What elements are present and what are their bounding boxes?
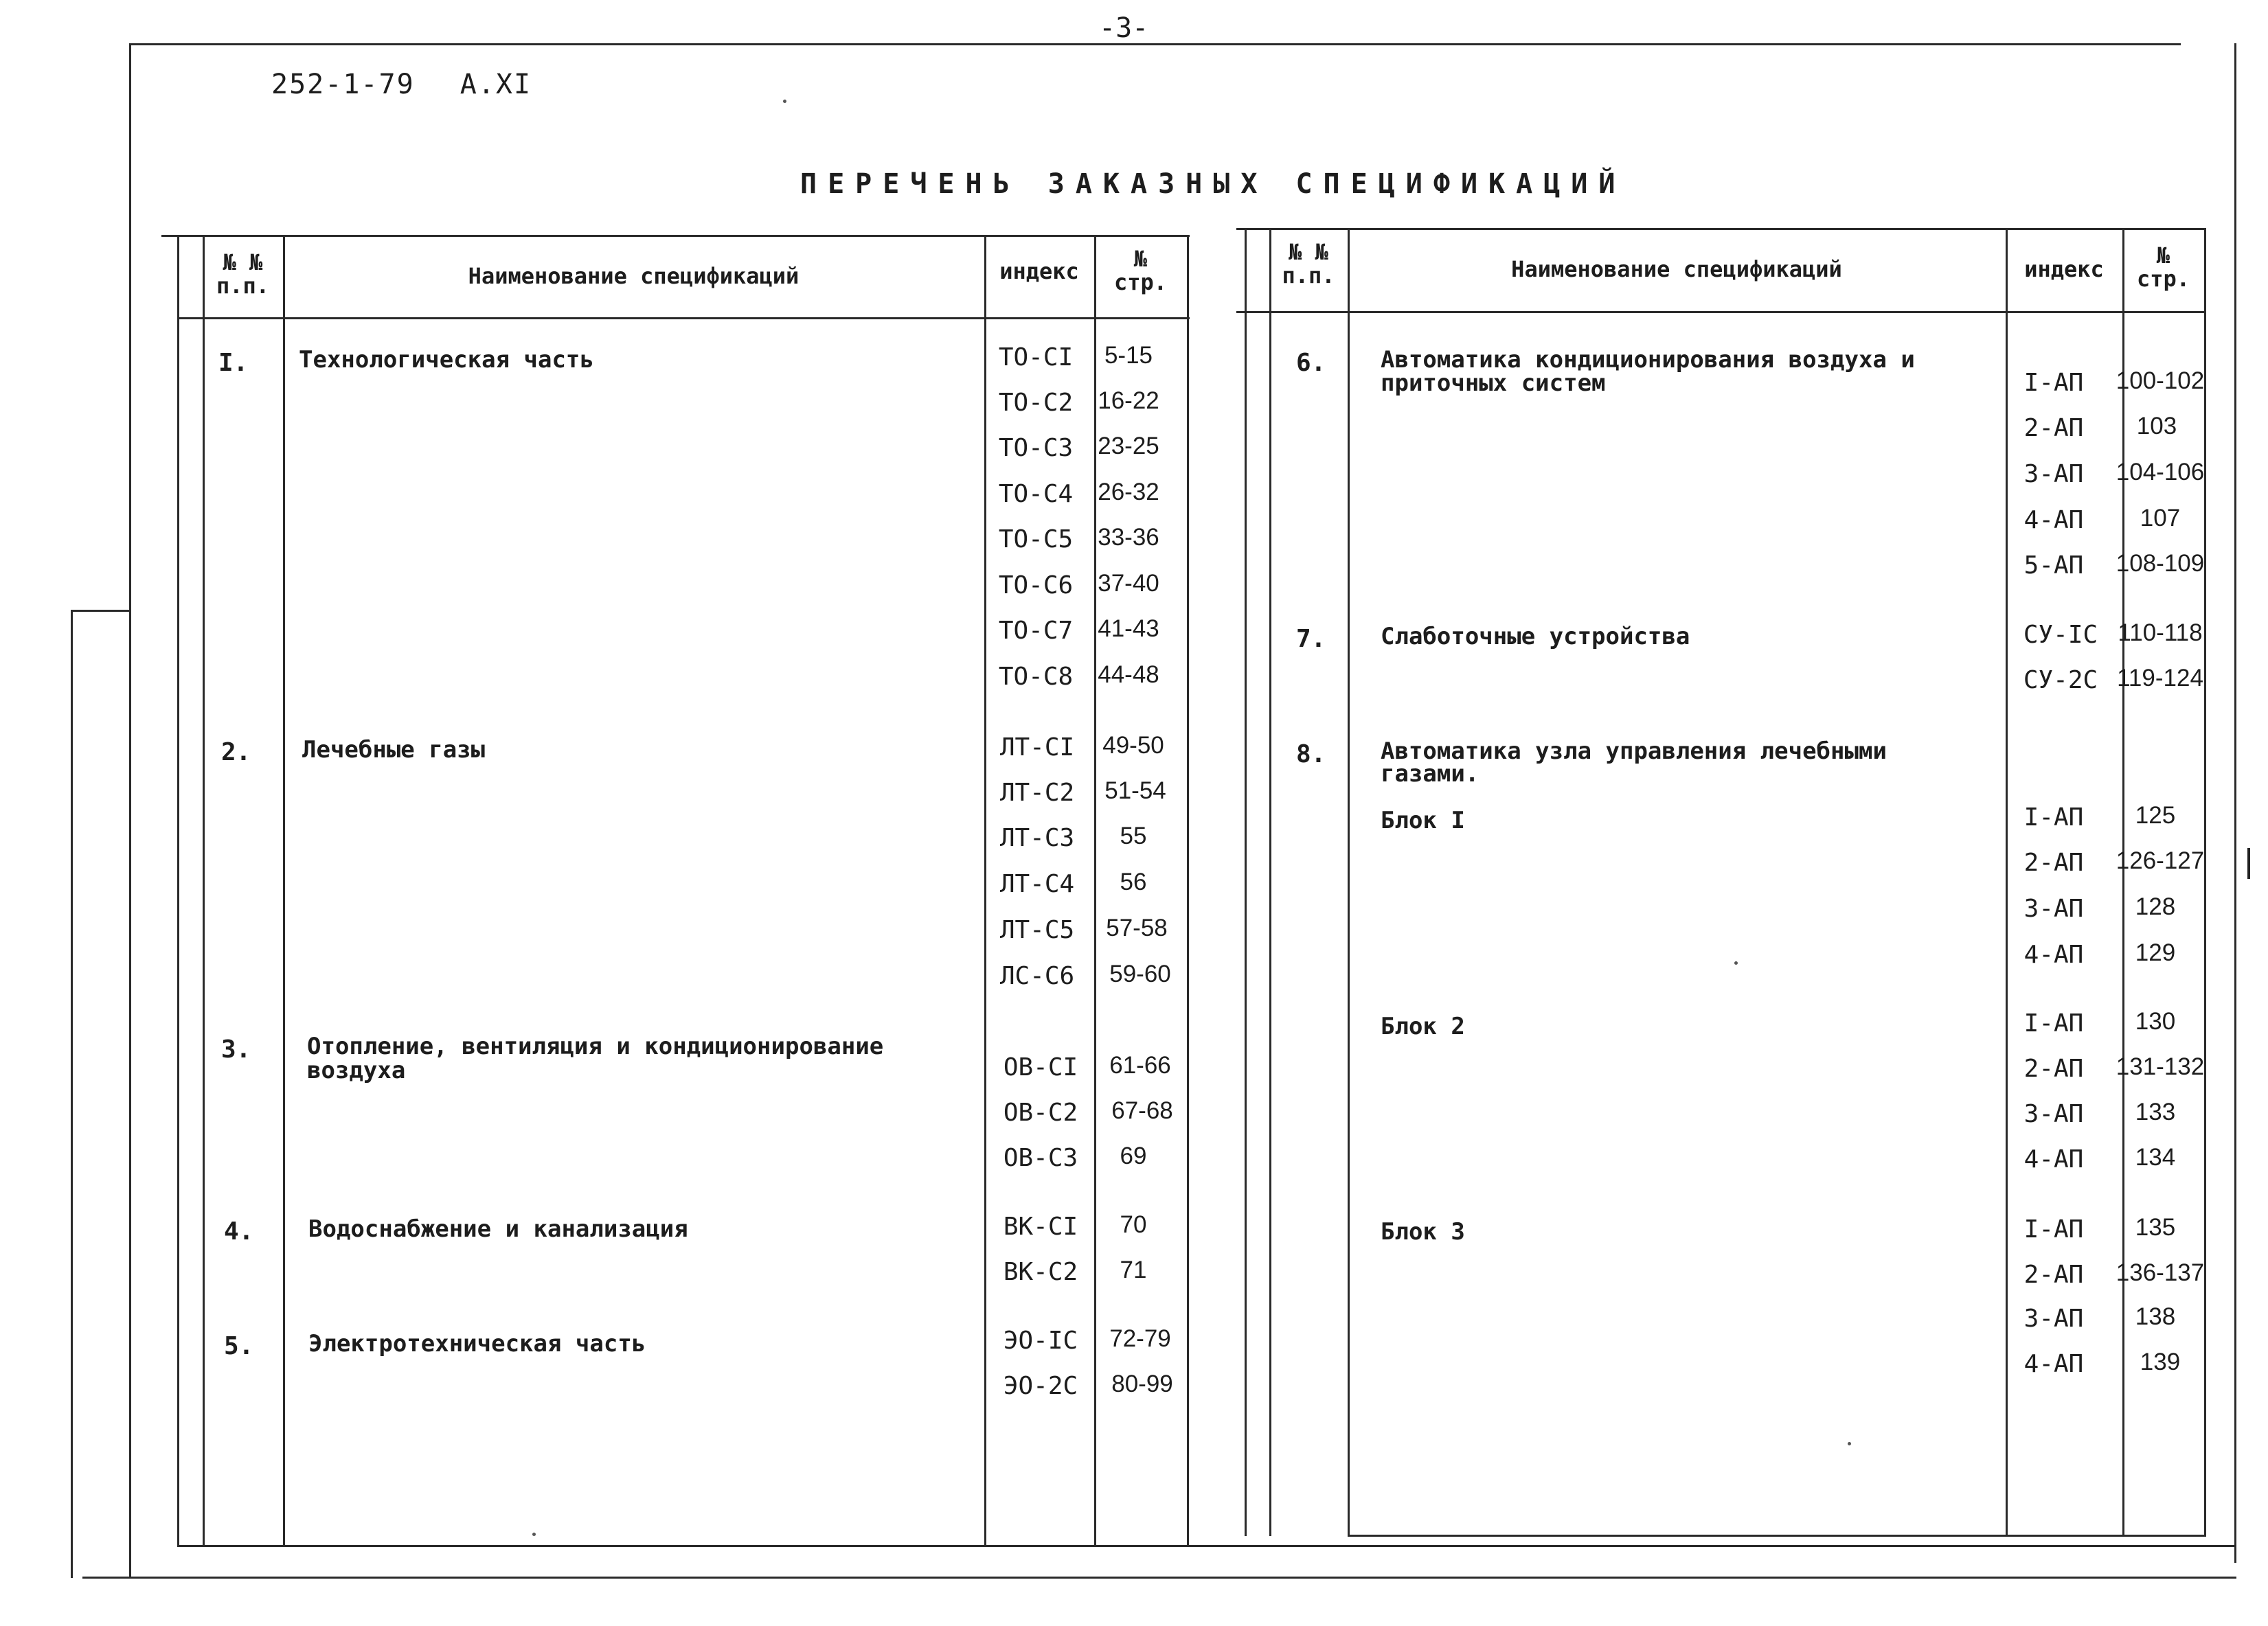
margin-step-left [71, 610, 73, 1578]
spec-pages: 107 [2140, 505, 2181, 531]
scan-speck [783, 100, 786, 103]
spec-index: 3-АП [2023, 895, 2084, 923]
spec-index: 2-АП [2023, 414, 2084, 442]
right-table-bottom [1348, 1535, 2206, 1537]
right-header-num: № № п.п. [1282, 239, 1335, 288]
spec-index: СУ-IС [2023, 621, 2098, 649]
spec-pages: 138 [2135, 1303, 2176, 1330]
spec-pages: 16-22 [1098, 387, 1159, 414]
spec-pages: 51-54 [1104, 777, 1166, 804]
spec-pages: 57-58 [1106, 915, 1168, 941]
left-header-page: № стр. [1113, 246, 1168, 295]
spec-pages: 33-36 [1098, 524, 1159, 551]
left-header-index: индекс [999, 258, 1079, 284]
spec-index: ЛС-С6 [999, 962, 1075, 990]
doc-code: 252-1-79 [271, 69, 415, 100]
spec-index: ВК-СI [1003, 1213, 1078, 1241]
spec-index: 4-АП [2023, 941, 2084, 969]
spec-pages: 136-137 [2116, 1259, 2205, 1286]
spec-pages: 69 [1120, 1143, 1147, 1169]
spec-pages: 26-32 [1098, 479, 1159, 505]
right-col-border-5 [2204, 228, 2206, 1536]
section-name: Автоматика узла управления лечебными [1381, 737, 1887, 765]
block-label: Блок 3 [1381, 1218, 1465, 1246]
section-number: 3. [221, 1035, 251, 1064]
spec-pages: 110-118 [2118, 619, 2203, 646]
spec-index: ЛТ-С4 [999, 870, 1075, 898]
right-table-top [1236, 228, 2206, 230]
spec-index: ТО-С7 [998, 617, 1074, 645]
spec-index: ЭО-IС [1003, 1327, 1078, 1355]
right-col-border-1 [1269, 228, 1271, 1536]
spec-pages: 70 [1120, 1211, 1147, 1238]
spec-index: 4-АП [2023, 1350, 2084, 1378]
spec-pages: 41-43 [1098, 615, 1159, 642]
section-name-line2: газами. [1381, 760, 1479, 788]
section-number: 7. [1296, 625, 1326, 653]
spec-index: 2-АП [2023, 849, 2084, 877]
left-header-num: № № п.п. [216, 249, 270, 299]
spec-index: 3-АП [2023, 460, 2084, 488]
spec-pages: 67-68 [1111, 1097, 1173, 1124]
left-table-header-rule [177, 317, 1190, 319]
spec-pages: 133 [2135, 1099, 2176, 1125]
outer-frame-top [129, 43, 2181, 45]
section-name-line2: приточных систем [1381, 369, 1606, 397]
spec-pages: 55 [1120, 823, 1147, 849]
spec-index: ТО-С6 [998, 571, 1074, 599]
spec-pages: 135 [2135, 1214, 2176, 1241]
spec-index: ЛТ-СI [999, 733, 1075, 762]
spec-index: 2-АП [2023, 1261, 2084, 1289]
right-header-index: индекс [2024, 256, 2104, 282]
spec-pages: 119-124 [2117, 665, 2203, 691]
spec-index: ЛТ-С2 [999, 779, 1075, 807]
left-col-border-2 [283, 235, 285, 1546]
spec-pages: 139 [2140, 1349, 2181, 1375]
spec-pages: 100-102 [2116, 367, 2205, 394]
section-name: Водоснабжение и канализация [308, 1215, 688, 1243]
spec-pages: 104-106 [2116, 459, 2205, 485]
spec-index: ОВ-С2 [1003, 1099, 1078, 1127]
spec-index: ОВ-СI [1003, 1053, 1078, 1081]
spec-pages: 80-99 [1111, 1371, 1173, 1397]
scan-speck [1848, 1442, 1851, 1445]
spec-index: ТО-С2 [998, 389, 1074, 417]
spec-pages: 59-60 [1109, 961, 1171, 987]
spec-pages: 103 [2136, 413, 2177, 439]
left-header-name: Наименование спецификаций [468, 263, 800, 289]
spec-index: 3-АП [2023, 1100, 2084, 1128]
right-header-name: Наименование спецификаций [1511, 256, 1842, 282]
spec-index: ТО-С8 [998, 663, 1074, 691]
margin-step-top [71, 610, 130, 612]
right-col-border-0 [1245, 228, 1247, 1536]
spec-index: I-АП [2023, 1215, 2084, 1244]
spec-pages: 44-48 [1098, 661, 1159, 688]
spec-index: ТО-С3 [998, 434, 1074, 462]
left-col-border-5 [1187, 235, 1189, 1546]
spec-index: 3-АП [2023, 1305, 2084, 1333]
spec-index: ТО-С5 [998, 525, 1074, 553]
spec-pages: 129 [2135, 939, 2176, 966]
section-number: 2. [221, 738, 251, 766]
spec-pages: 126-127 [2116, 847, 2205, 874]
spec-index: ОВ-С3 [1003, 1144, 1078, 1172]
page-number: -3- [1099, 12, 1149, 44]
spec-pages: 108-109 [2116, 550, 2205, 577]
block-label: Блок I [1381, 807, 1465, 834]
spec-index: ЭО-2С [1003, 1372, 1078, 1400]
spec-index: ЛТ-С3 [999, 824, 1075, 852]
left-col-border-0 [177, 235, 179, 1546]
page-title: ПЕРЕЧЕНЬ ЗАКАЗНЫХ СПЕЦИФИКАЦИЙ [800, 168, 1626, 200]
section-name-line2: воздуха [307, 1057, 406, 1084]
spec-pages: 49-50 [1102, 732, 1164, 759]
section-number: 8. [1296, 740, 1326, 768]
table-bottom-base [177, 1545, 2235, 1547]
section-number: 6. [1296, 349, 1326, 377]
spec-pages: 23-25 [1098, 433, 1159, 459]
spec-index: ТО-СI [998, 343, 1074, 371]
right-header-page: № стр. [2136, 242, 2190, 292]
spec-pages: 130 [2135, 1008, 2176, 1035]
spec-index: ТО-С4 [998, 480, 1074, 508]
section-name: Слаботочные устройства [1381, 623, 1690, 650]
spec-index: 4-АП [2023, 1145, 2084, 1173]
spec-pages: 5-15 [1104, 342, 1153, 369]
document-code [271, 69, 532, 100]
section-number: 5. [224, 1332, 254, 1360]
right-table-header-rule [1236, 311, 2206, 313]
spec-index: I-АП [2023, 803, 2084, 832]
scan-speck [532, 1533, 536, 1536]
spec-pages: 71 [1120, 1257, 1147, 1283]
spec-index: СУ-2С [2023, 666, 2098, 694]
outer-frame-bottom [82, 1577, 2236, 1579]
spec-index: ВК-С2 [1003, 1258, 1078, 1286]
spec-index: I-АП [2023, 1009, 2084, 1038]
scan-speck [1734, 961, 1738, 965]
spec-pages: 125 [2135, 802, 2176, 829]
section-name: Лечебные газы [302, 736, 486, 764]
section-number: 4. [224, 1217, 254, 1246]
spec-index: 2-АП [2023, 1055, 2084, 1083]
spec-pages: 131-132 [2116, 1053, 2205, 1080]
section-name: Технологическая часть [299, 346, 594, 374]
spec-index: I-АП [2023, 369, 2084, 397]
spec-pages: 61-66 [1109, 1052, 1171, 1079]
right-col-border-2 [1348, 228, 1350, 1536]
outer-frame-left [129, 43, 131, 1578]
spec-pages: 134 [2135, 1144, 2176, 1171]
section-name: Автоматика кондиционирования воздуха и [1381, 346, 1915, 374]
spec-pages: 56 [1120, 869, 1147, 895]
left-col-border-1 [203, 235, 205, 1546]
spec-pages: 72-79 [1109, 1325, 1171, 1352]
scan-mark [2247, 848, 2250, 879]
spec-pages: 128 [2135, 893, 2176, 920]
section-name: Электротехническая часть [308, 1330, 646, 1358]
left-table-top [161, 235, 1190, 237]
spec-pages: 37-40 [1098, 570, 1159, 597]
spec-index: ЛТ-С5 [999, 916, 1075, 944]
block-label: Блок 2 [1381, 1013, 1465, 1040]
outer-frame-right [2234, 43, 2236, 1563]
section-name: Отопление, вентиляция и кондиционирование [307, 1033, 884, 1060]
album-code: A.XI [460, 69, 532, 100]
section-number: I. [218, 349, 249, 377]
spec-index: 5-АП [2023, 551, 2084, 580]
spec-index: 4-АП [2023, 506, 2084, 534]
